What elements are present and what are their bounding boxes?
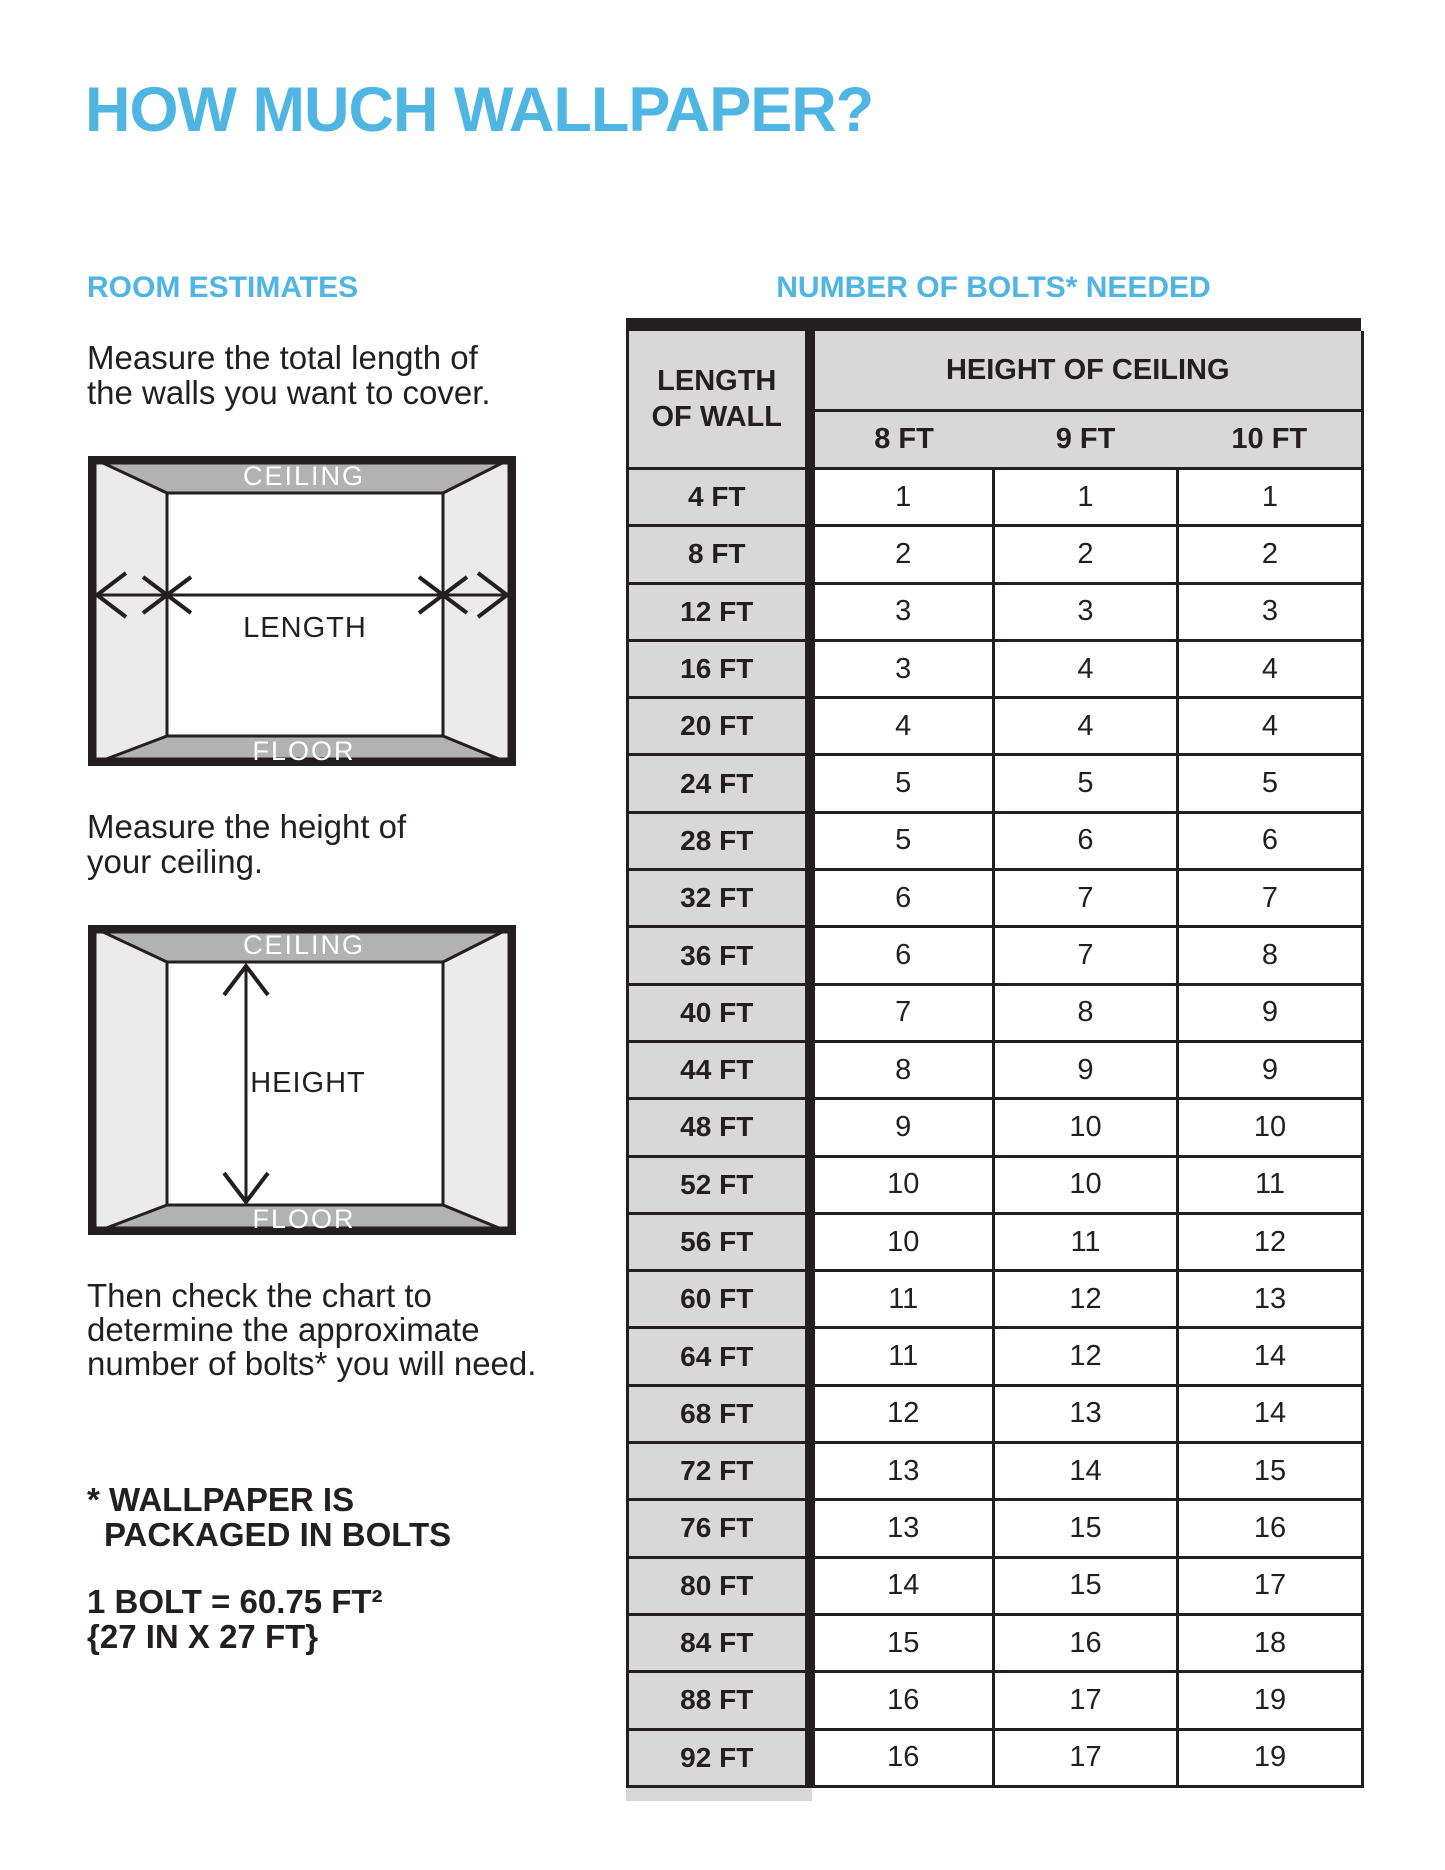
table-row [628, 812, 1363, 869]
bolt-count-cell: 2 [1178, 526, 1363, 583]
instruction-line: determine the approximate [87, 1311, 480, 1348]
wall-length-cell: 24 FT [628, 755, 810, 812]
bolt-count-cell: 10 [810, 1156, 994, 1213]
table-row [628, 583, 1363, 640]
bolt-count-cell: 5 [994, 755, 1178, 812]
bolt-count-cell: 14 [1178, 1328, 1363, 1385]
header-line: LENGTH [657, 365, 777, 397]
instruction-line: the walls you want to cover. [87, 374, 491, 411]
bolt-count-cell: 4 [1178, 698, 1363, 755]
bolt-count-cell: 11 [810, 1271, 994, 1328]
bolt-count-cell: 2 [994, 526, 1178, 583]
bolt-count-cell: 6 [1178, 812, 1363, 869]
bolt-count-cell: 9 [810, 1099, 994, 1156]
bolt-equation: 1 BOLT = 60.75 FT² [87, 1583, 383, 1620]
bolt-dimensions: {27 IN X 27 FT} [87, 1618, 319, 1655]
wallpaper-bolts-footnote [87, 1482, 451, 1552]
bolt-count-cell: 13 [810, 1500, 994, 1557]
bolt-count-cell: 16 [810, 1672, 994, 1729]
bolt-count-cell: 17 [994, 1672, 1178, 1729]
bolts-needed-heading: NUMBER OF BOLTS* NEEDED [776, 271, 1211, 304]
room-estimates-heading: ROOM ESTIMATES [87, 271, 359, 304]
bolt-count-cell: 3 [994, 583, 1178, 640]
bolt-count-cell: 4 [994, 640, 1178, 697]
bolt-count-cell: 14 [994, 1443, 1178, 1500]
floor-label: FLOOR [252, 1204, 356, 1234]
wall-length-cell: 64 FT [628, 1328, 810, 1385]
measure-height-instruction [87, 809, 406, 879]
bolts-table-section [626, 318, 1361, 1801]
wall-length-cell: 4 FT [628, 469, 810, 526]
ceiling-label: CEILING [242, 461, 366, 491]
length-dimension-label: LENGTH [243, 612, 367, 644]
table-row [628, 1271, 1363, 1328]
wall-length-cell: 68 FT [628, 1385, 810, 1442]
bolt-count-cell: 6 [810, 870, 994, 927]
bolt-count-cell: 13 [994, 1385, 1178, 1442]
wall-length-cell: 12 FT [628, 583, 810, 640]
bolts-table [626, 331, 1364, 1788]
table-row [628, 984, 1363, 1041]
bolt-count-cell: 9 [1178, 1041, 1363, 1098]
measure-length-instruction [87, 340, 491, 410]
ceiling-height-col-8ft: 8 FT [810, 411, 994, 469]
bolt-count-cell: 6 [994, 812, 1178, 869]
bolt-count-cell: 1 [810, 469, 994, 526]
bolt-count-cell: 12 [994, 1328, 1178, 1385]
bolt-count-cell: 11 [810, 1328, 994, 1385]
bolt-size-note [87, 1584, 383, 1654]
height-of-ceiling-header: HEIGHT OF CEILING [810, 331, 1363, 411]
bolt-count-cell: 7 [810, 984, 994, 1041]
table-row [628, 1557, 1363, 1614]
page-title: HOW MUCH WALLPAPER? [85, 75, 874, 145]
bolt-count-cell: 7 [994, 927, 1178, 984]
wall-length-cell: 76 FT [628, 1500, 810, 1557]
table-row [628, 927, 1363, 984]
table-row [628, 1443, 1363, 1500]
bolt-count-cell: 19 [1178, 1672, 1363, 1729]
bolt-count-cell: 11 [1178, 1156, 1363, 1213]
ceiling-height-col-10ft: 10 FT [1178, 411, 1363, 469]
ceiling-label: CEILING [242, 930, 366, 960]
bolt-count-cell: 10 [994, 1156, 1178, 1213]
bolt-count-cell: 17 [994, 1729, 1178, 1786]
table-row [628, 870, 1363, 927]
bolt-count-cell: 1 [994, 469, 1178, 526]
bolt-count-cell: 12 [810, 1385, 994, 1442]
bolt-count-cell: 16 [994, 1614, 1178, 1671]
right-wall-surface [443, 925, 516, 1235]
table-row [628, 1385, 1363, 1442]
wall-length-cell: 20 FT [628, 698, 810, 755]
bolt-count-cell: 16 [810, 1729, 994, 1786]
bolt-count-cell: 15 [994, 1557, 1178, 1614]
header-line: OF WALL [651, 401, 782, 433]
bolt-count-cell: 14 [810, 1557, 994, 1614]
wall-length-cell: 56 FT [628, 1213, 810, 1270]
bolt-count-cell: 5 [1178, 755, 1363, 812]
bolt-count-cell: 15 [810, 1614, 994, 1671]
table-row [628, 698, 1363, 755]
bolt-count-cell: 19 [1178, 1729, 1363, 1786]
bolt-count-cell: 14 [1178, 1385, 1363, 1442]
bolt-count-cell: 4 [1178, 640, 1363, 697]
wall-length-cell: 88 FT [628, 1672, 810, 1729]
table-row [628, 1156, 1363, 1213]
instruction-line: Measure the height of [87, 808, 407, 845]
wall-length-cell: 44 FT [628, 1041, 810, 1098]
wall-length-cell: 8 FT [628, 526, 810, 583]
wall-length-cell: 36 FT [628, 927, 810, 984]
bolt-count-cell: 4 [810, 698, 994, 755]
bolt-count-cell: 15 [1178, 1443, 1363, 1500]
right-wall-surface [443, 456, 516, 766]
footnote-line: * WALLPAPER IS [87, 1481, 355, 1518]
table-row [628, 1729, 1363, 1786]
bolt-count-cell: 7 [1178, 870, 1363, 927]
bolt-count-cell: 8 [810, 1041, 994, 1098]
floor-label: FLOOR [252, 736, 356, 766]
table-row [628, 526, 1363, 583]
instruction-line: Then check the chart to [87, 1277, 432, 1314]
table-row [628, 1672, 1363, 1729]
label-column-footer-strip [626, 1788, 812, 1801]
room-height-diagram [88, 925, 516, 1235]
ceiling-height-col-9ft: 9 FT [994, 411, 1178, 469]
bolt-count-cell: 3 [1178, 583, 1363, 640]
left-wall-surface [88, 456, 167, 766]
bolt-count-cell: 12 [994, 1271, 1178, 1328]
table-row [628, 1041, 1363, 1098]
bolt-count-cell: 5 [810, 812, 994, 869]
room-length-diagram [88, 456, 516, 766]
wall-length-cell: 80 FT [628, 1557, 810, 1614]
left-wall-surface [88, 925, 167, 1235]
instruction-line: Measure the total length of [87, 339, 478, 376]
bolt-count-cell: 12 [1178, 1213, 1363, 1270]
bolt-count-cell: 7 [994, 870, 1178, 927]
bolt-count-cell: 16 [1178, 1500, 1363, 1557]
footnote-line: PACKAGED IN BOLTS [104, 1516, 452, 1553]
bolt-count-cell: 6 [810, 927, 994, 984]
wall-length-cell: 60 FT [628, 1271, 810, 1328]
wall-length-cell: 84 FT [628, 1614, 810, 1671]
bolt-count-cell: 13 [1178, 1271, 1363, 1328]
check-chart-instruction [87, 1279, 536, 1381]
table-row [628, 469, 1363, 526]
wall-length-cell: 72 FT [628, 1443, 810, 1500]
wall-length-cell: 52 FT [628, 1156, 810, 1213]
table-row [628, 1500, 1363, 1557]
table-row [628, 1099, 1363, 1156]
height-dimension-label: HEIGHT [250, 1067, 366, 1099]
bolt-count-cell: 18 [1178, 1614, 1363, 1671]
table-row [628, 1213, 1363, 1270]
wall-length-cell: 40 FT [628, 984, 810, 1041]
length-of-wall-header [628, 331, 810, 469]
bolt-count-cell: 8 [994, 984, 1178, 1041]
table-row [628, 640, 1363, 697]
bolt-count-cell: 10 [994, 1099, 1178, 1156]
wall-length-cell: 48 FT [628, 1099, 810, 1156]
bolt-count-cell: 3 [810, 583, 994, 640]
table-row [628, 1614, 1363, 1671]
wall-length-cell: 16 FT [628, 640, 810, 697]
bolt-count-cell: 1 [1178, 469, 1363, 526]
bolt-count-cell: 3 [810, 640, 994, 697]
table-row [628, 1328, 1363, 1385]
bolt-count-cell: 17 [1178, 1557, 1363, 1614]
bolt-count-cell: 10 [1178, 1099, 1363, 1156]
wall-length-cell: 28 FT [628, 812, 810, 869]
bolt-count-cell: 13 [810, 1443, 994, 1500]
bolt-count-cell: 15 [994, 1500, 1178, 1557]
bolt-count-cell: 9 [994, 1041, 1178, 1098]
instruction-line: your ceiling. [87, 843, 264, 880]
bolt-count-cell: 8 [1178, 927, 1363, 984]
instruction-line: number of bolts* you will need. [87, 1345, 537, 1382]
bolt-count-cell: 5 [810, 755, 994, 812]
wall-length-cell: 32 FT [628, 870, 810, 927]
table-top-bar [626, 318, 1361, 331]
bolt-count-cell: 2 [810, 526, 994, 583]
bolt-count-cell: 4 [994, 698, 1178, 755]
bolt-count-cell: 11 [994, 1213, 1178, 1270]
bolt-count-cell: 10 [810, 1213, 994, 1270]
wall-length-cell: 92 FT [628, 1729, 810, 1786]
table-row [628, 755, 1363, 812]
bolt-count-cell: 9 [1178, 984, 1363, 1041]
